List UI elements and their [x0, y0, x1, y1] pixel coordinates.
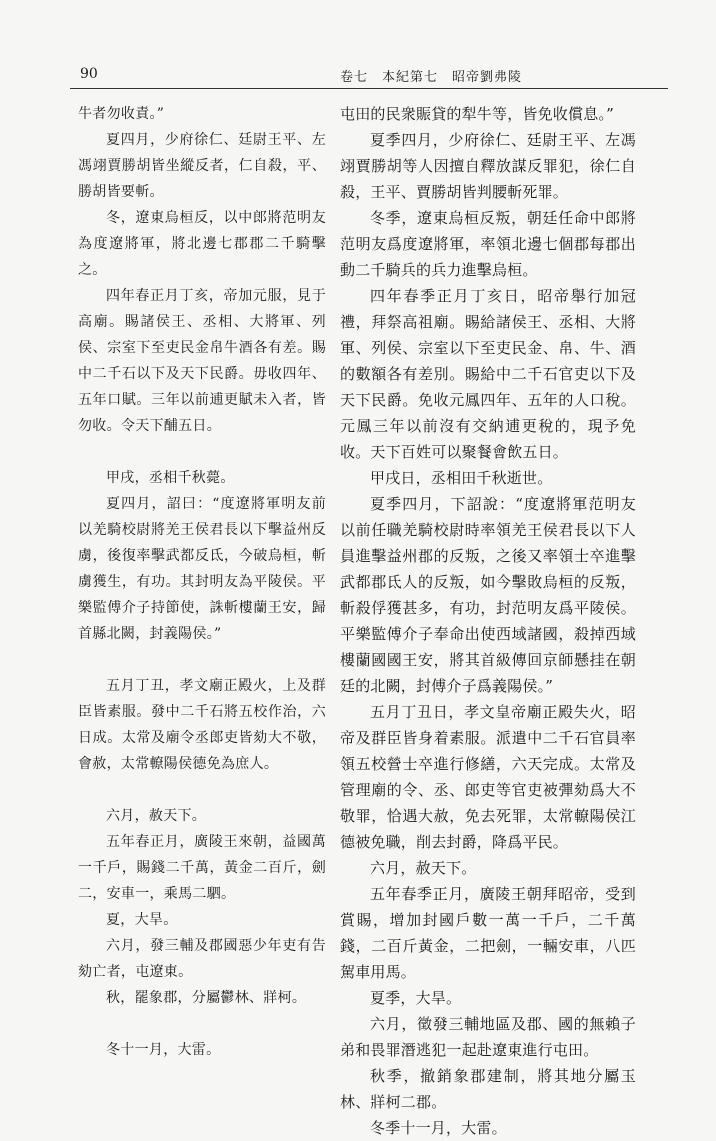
- text-paragraph: 夏四月，少府徐仁、廷尉王平、左馮翊賈勝胡皆坐縱反者，仁自殺，平、勝胡皆要斬。: [78, 132, 326, 200]
- page-number: 90: [80, 66, 98, 82]
- text-paragraph: 六月，發三輔及郡國惡少年吏有告劾亡者，屯遼東。: [78, 938, 326, 980]
- page-header: [70, 64, 668, 89]
- text-paragraph: 夏，大旱。: [106, 912, 178, 928]
- classical-text-column: [78, 101, 326, 1063]
- text-paragraph: 五月丁丑日，孝文皇帝廟正殿失火，昭帝及群臣皆身着素服。派遣中二千石官員率領五校營士卒進行修繕，六天完成。太常及管理廟的令、丞、郎吏等官吏被彈劾爲大不敬罪，恰遇大赦，免去死罪，太常轑陽侯江德被免職，削去封爵，降爲平民。: [340, 703, 636, 851]
- text-paragraph: 夏四月，詔曰：“度遼將軍明友前以羌騎校尉將羌王侯君長以下擊益州反虜，後復率擊武都反氐，今破烏桓，斬虜獲生，有功。其封明友為平陵侯。平樂監傅介子持節使，誅斬樓蘭王安，歸首縣北闕，封義陽侯。”: [78, 496, 326, 642]
- paragraph-spacer: [78, 647, 326, 673]
- text-paragraph: 冬季，遼東烏桓反叛，朝廷任命中郎將范明友爲度遼將軍，率領北邊七個郡每郡出動二千騎兵的兵力進擊烏桓。: [340, 209, 636, 279]
- text-paragraph: 六月，赦天下。: [370, 859, 477, 877]
- text-paragraph: 冬十一月，大雷。: [106, 1042, 221, 1058]
- text-paragraph: 四年春正月丁亥，帝加元服，見于高廟。賜諸侯王、丞相、大將軍、列侯、宗室下至吏民金帛牛酒各有差。賜中二千石以下及天下民爵。毋收四年、五年口賦。三年以前逋更賦未入者，皆勿收。令天下酺五日。: [78, 288, 326, 434]
- text-paragraph: 夏季，大旱。: [370, 989, 462, 1007]
- paragraph-spacer: [78, 1011, 326, 1037]
- text-paragraph: 六月，徵發三輔地區及郡、國的無賴子弟和畏罪潛逃犯一起赴遼東進行屯田。: [340, 1015, 636, 1059]
- text-paragraph: 夏季四月，少府徐仁、廷尉王平、左馮翊賈勝胡等人因擅自釋放謀反罪犯，徐仁自殺，王平、賈勝胡皆判腰斬死罪。: [340, 131, 636, 201]
- text-paragraph: 冬季十一月，大雷。: [370, 1119, 507, 1137]
- text-paragraph: 甲戌，丞相千秋薨。: [106, 470, 235, 486]
- text-paragraph: 五月丁丑，孝文廟正殿火，上及群臣皆素服。發中二千石將五校作治，六日成。太常及廟令丞郎吏皆劾大不敬，會赦，太常轑陽侯德免為庶人。: [78, 678, 326, 772]
- text-paragraph: 屯田的民衆賑貸的犁牛等，皆免收償息。”: [340, 105, 614, 123]
- text-paragraph: 牛者勿收責。”: [78, 106, 165, 122]
- paragraph-spacer: [78, 777, 326, 803]
- translation-column: [340, 101, 636, 1141]
- running-title: 卷七 本紀第七 昭帝劉弗陵: [340, 70, 523, 85]
- paragraph-spacer: [78, 439, 326, 465]
- text-paragraph: 四年春季正月丁亥日，昭帝舉行加冠禮，拜祭高祖廟。賜給諸侯王、丞相、大將軍、列侯、宗室以下至吏民金、帛、牛、酒的數額各有差別。賜給中二千石官吏以下及天下民爵。免收元鳳四年、五年的人口稅。元鳳三年以前沒有交納逋更稅的，現予免收。天下百姓可以聚餐會飲五日。: [340, 287, 636, 461]
- text-paragraph: 六月，赦天下。: [106, 808, 207, 824]
- text-paragraph: 秋季，撤銷象郡建制，將其地分屬玉林、牂柯二郡。: [340, 1067, 636, 1111]
- text-paragraph: 夏季四月，下詔說：“度遼將軍范明友以前任職羌騎校尉時率領羌王侯君長以下人員進擊益州郡的反叛，之後又率領士卒進擊武都郡氐人的反叛，如今擊敗烏桓的反叛，斬殺俘獲甚多，有功，封范明友爲平陵侯。平樂監傅介子奉命出使西域諸國，殺掉西域樓蘭國國王安，將其首級傳回京師懸挂在朝廷的北闕，封傅介子爲義陽侯。”: [340, 495, 636, 695]
- text-paragraph: 甲戌日，丞相田千秋逝世。: [370, 469, 553, 487]
- text-paragraph: 秋，罷象郡，分屬鬱林、牂柯。: [106, 990, 307, 1006]
- text-paragraph: 五年春正月，廣陵王來朝，益國萬一千戶，賜錢二千萬，黃金二百斤，劍二，安車一，乘馬二駟。: [78, 834, 326, 902]
- text-paragraph: 冬，遼東烏桓反，以中郎將范明友為度遼將軍，將北邊七郡郡二千騎擊之。: [78, 210, 326, 278]
- text-paragraph: 五年春季正月，廣陵王朝拜昭帝，受到賞賜，增加封國戶數一萬一千戶，二千萬錢，二百斤黃金，二把劍，一輛安車，八匹駕車用馬。: [340, 885, 636, 981]
